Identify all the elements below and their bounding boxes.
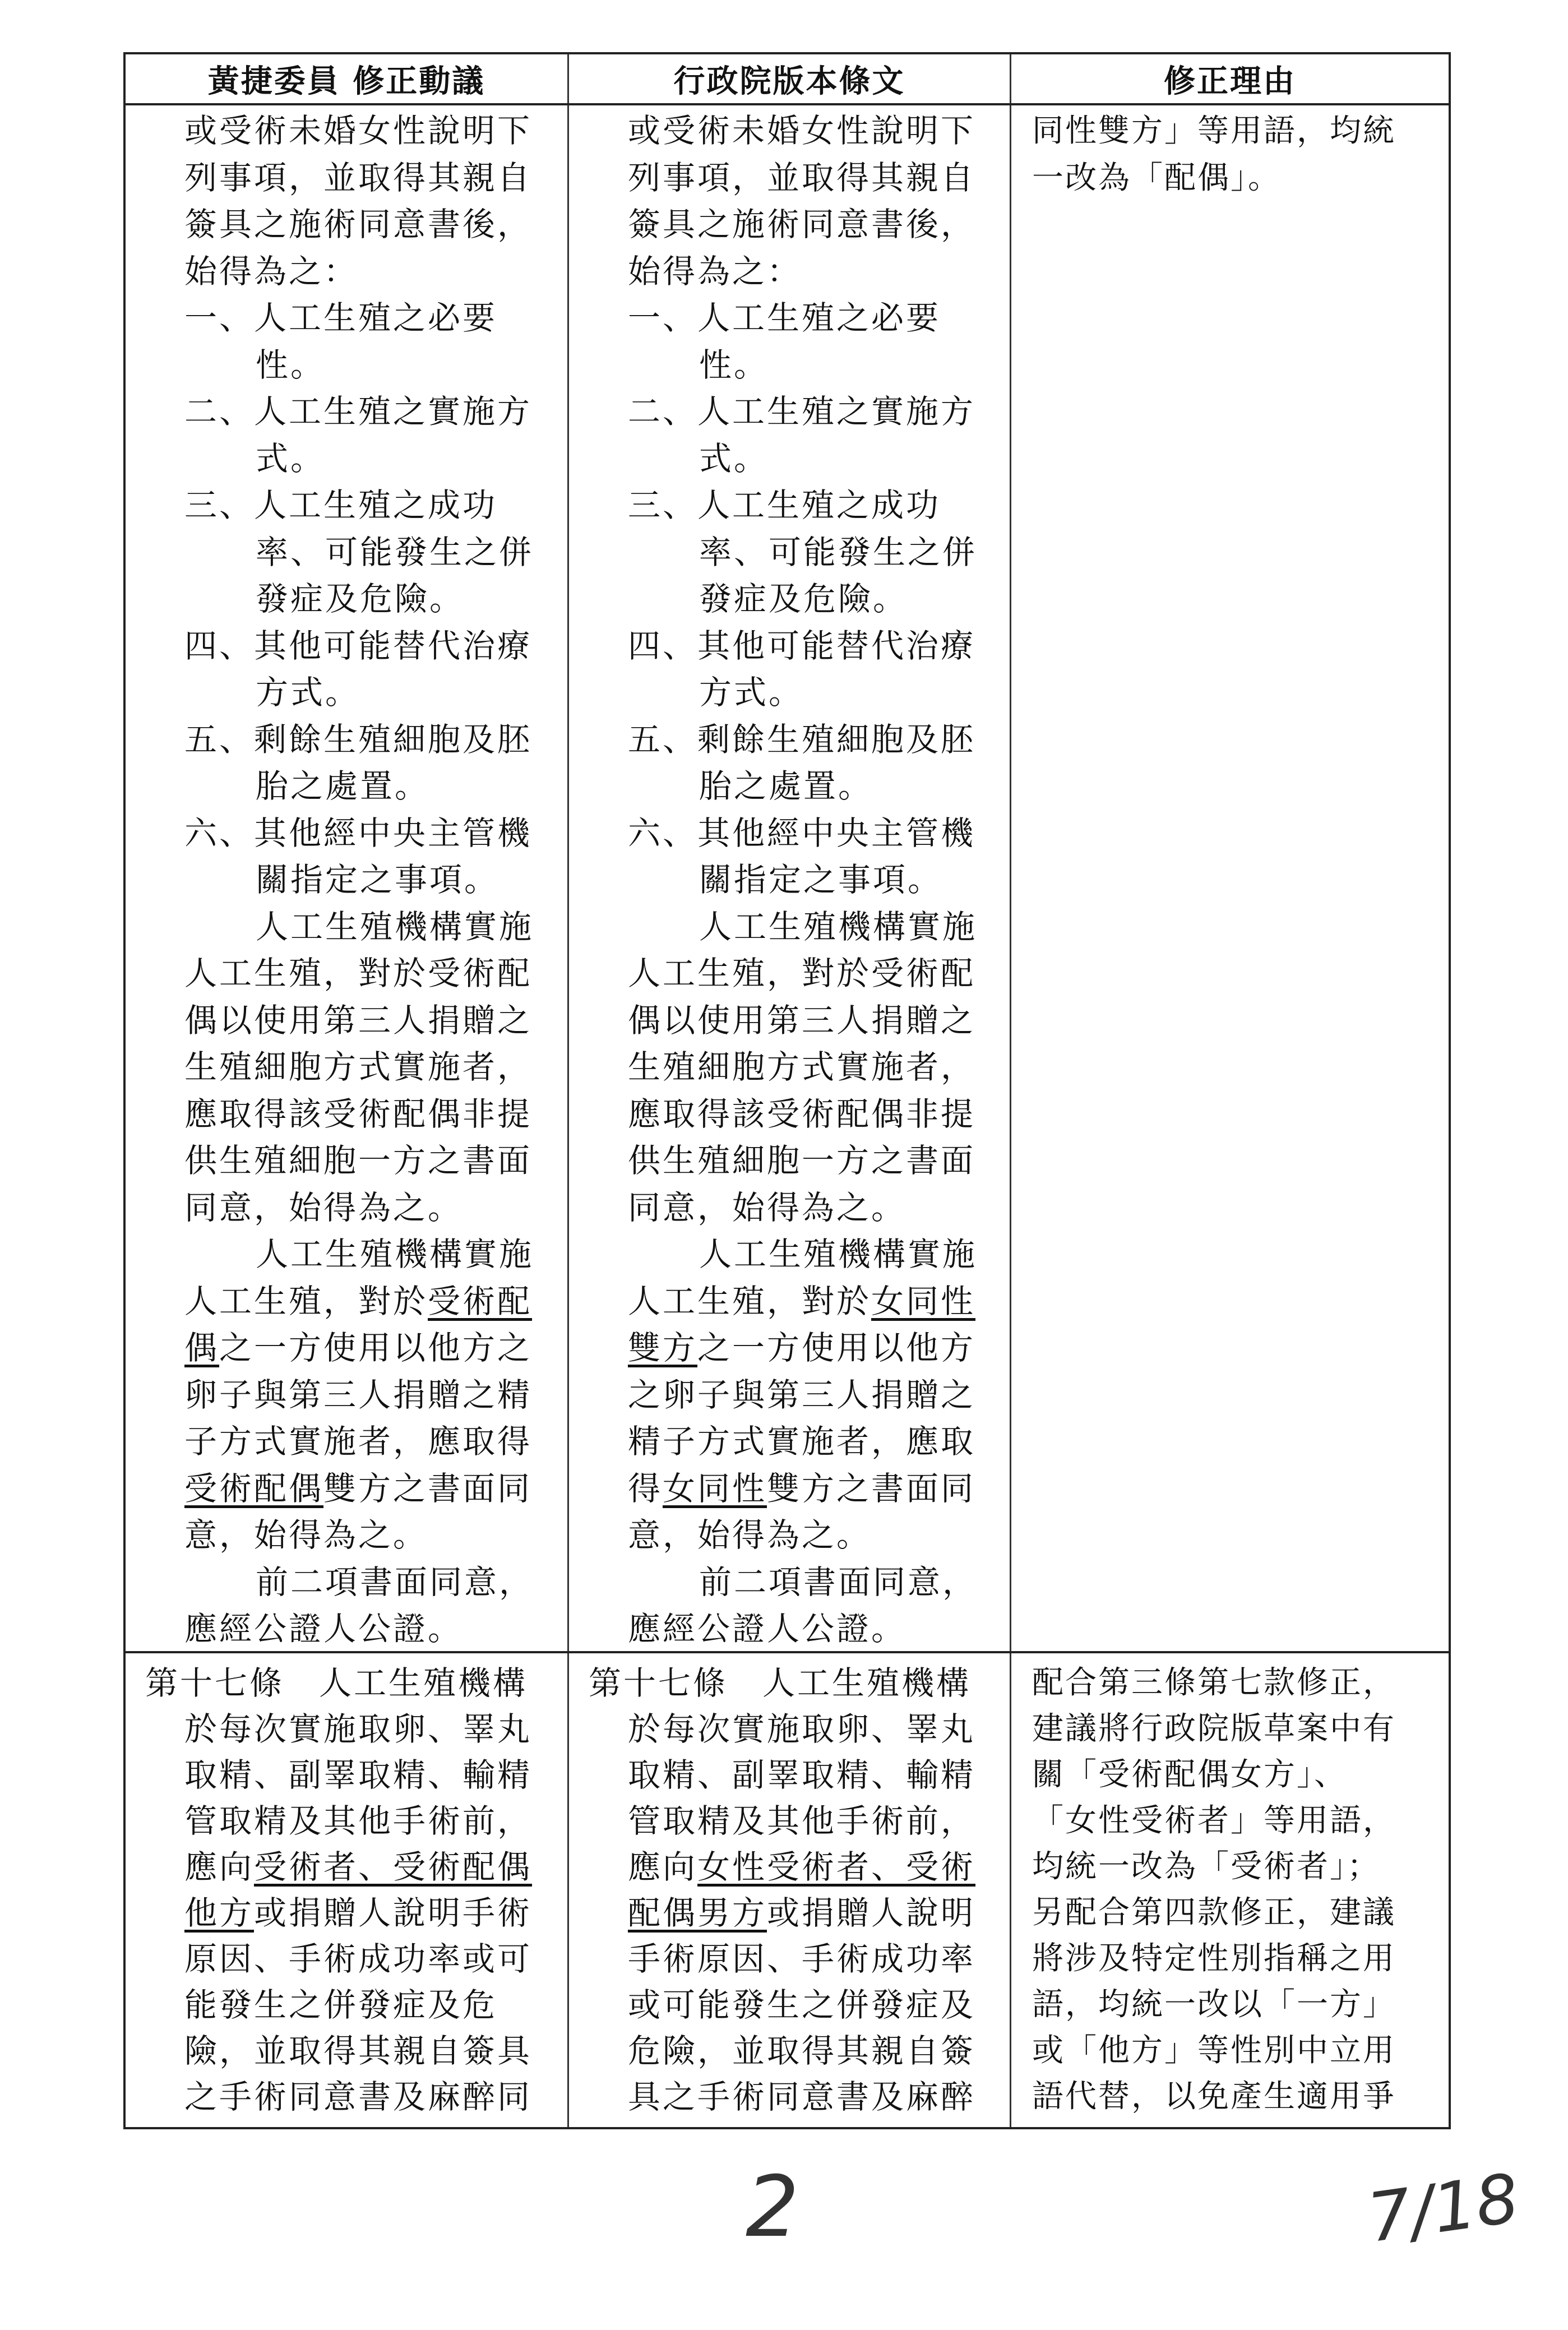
text-line: 率、可能發生之併 <box>699 533 978 571</box>
handwritten-sheet-count: 7/18 <box>1363 2159 1524 2258</box>
text-line: 一、人工生殖之必要 <box>184 299 498 337</box>
table-row <box>126 105 1449 1653</box>
text-line <box>126 1325 567 1372</box>
text-line: 供生殖細胞一方之書面 <box>628 1141 976 1180</box>
text-line: 方式。 <box>699 673 804 711</box>
text-line: 五、剩餘生殖細胞及胚 <box>628 720 976 759</box>
text-line: 之手術同意書及麻醉同 <box>184 2078 533 2116</box>
text-line: 具之手術同意書及麻醉 <box>628 2078 976 2116</box>
header-reason: 修正理由 <box>1164 62 1296 100</box>
text-line <box>569 1325 1010 1372</box>
amended-text: 受術者、受術配偶 <box>254 1848 533 1886</box>
text-line: 人工生殖機構實施 <box>256 907 534 946</box>
amended-text: 女性受術者、受術 <box>697 1848 976 1886</box>
text-line: 發症及危險。 <box>256 580 465 618</box>
text-line: 二、人工生殖之實施方 <box>184 392 533 431</box>
text-line: 人工生殖機構實施 <box>256 1235 534 1273</box>
text-segment: 之一方使用以他方 <box>697 1329 976 1367</box>
text-line: 簽具之施術同意書後， <box>628 205 976 243</box>
text-line: 二、人工生殖之實施方 <box>628 392 976 431</box>
text-line: 第十七條 人工生殖機構 <box>589 1664 972 1702</box>
text-line: 應取得該受術配偶非提 <box>628 1094 976 1133</box>
text-line: 同意，始得為之。 <box>184 1188 463 1227</box>
reason-text-cell <box>1011 1653 1449 2127</box>
text-line: 取精、副睪取精、輸精 <box>184 1756 533 1794</box>
text-segment: 雙方之書面同 <box>767 1469 976 1508</box>
text-line: 人工生殖，對於受術配 <box>184 954 533 992</box>
text-line: 危險，並取得其親自簽 <box>628 2032 976 2070</box>
text-line: 式。 <box>699 439 769 478</box>
text-line: 簽具之施術同意書後， <box>184 205 533 243</box>
text-line: 關指定之事項。 <box>699 861 943 899</box>
text-segment: 應向 <box>184 1848 255 1886</box>
text-line: 性。 <box>699 345 769 384</box>
reason-text-cell <box>1011 105 1449 1651</box>
text-line: 方式。 <box>256 673 360 711</box>
text-line: 發症及危險。 <box>699 580 908 618</box>
table-body <box>126 105 1449 2127</box>
amended-text: 受術配 <box>428 1282 533 1320</box>
text-line: 能發生之併發症及危 <box>184 1986 498 2024</box>
amended-text: 偶 <box>184 1329 220 1367</box>
text-line: 同性雙方」等用語，均統 <box>1032 113 1396 149</box>
text-line: 另配合第四款修正，建議 <box>1032 1894 1396 1931</box>
text-line: 或受術未婚女性說明下 <box>184 112 533 150</box>
text-line: 管取精及其他手術前， <box>184 1802 533 1840</box>
text-line: 精子方式實施者，應取 <box>628 1422 976 1460</box>
text-line: 意，始得為之。 <box>628 1516 872 1554</box>
text-line: 於每次實施取卵、睪丸 <box>184 1710 533 1748</box>
text-line: 前二項書面同意， <box>256 1562 534 1601</box>
text-line <box>569 1466 1010 1513</box>
text-line: 建議將行政院版草案中有 <box>1032 1710 1396 1747</box>
handwritten-page-number: 2 <box>746 2158 799 2256</box>
text-line: 四、其他可能替代治療 <box>628 626 976 665</box>
text-line: 列事項，並取得其親自 <box>184 158 533 197</box>
text-line: 一、人工生殖之必要 <box>628 299 941 337</box>
text-line: 前二項書面同意， <box>699 1562 978 1601</box>
executive-text-cell <box>569 1653 1011 2127</box>
amended-text: 他方 <box>184 1894 255 1932</box>
text-line: 應取得該受術配偶非提 <box>184 1094 533 1133</box>
text-line: 「女性受術者」等用語， <box>1032 1802 1396 1839</box>
text-line: 同意，始得為之。 <box>628 1188 906 1227</box>
text-line <box>569 1844 1010 1890</box>
text-segment: 或捐贈人說明 <box>767 1894 976 1932</box>
text-line: 三、人工生殖之成功 <box>628 486 941 524</box>
text-line: 或受術未婚女性說明下 <box>628 112 976 150</box>
text-line: 均統一改為「受術者」； <box>1032 1848 1380 1885</box>
amended-text: 女同性 <box>663 1469 767 1508</box>
text-line: 或可能發生之併發症及 <box>628 1986 976 2024</box>
text-line: 於每次實施取卵、睪丸 <box>628 1710 976 1748</box>
text-line: 險，並取得其親自簽具 <box>184 2032 533 2070</box>
text-line <box>126 1890 567 1936</box>
text-line <box>126 1466 567 1513</box>
text-segment: 之一方使用以他方之 <box>219 1329 533 1367</box>
text-line: 關「受術配偶女方」、 <box>1032 1756 1347 1793</box>
text-line: 人工生殖機構實施 <box>699 907 978 946</box>
motion-text-cell <box>126 105 569 1651</box>
text-segment: 雙方之書面同 <box>323 1469 533 1508</box>
text-line: 胎之處置。 <box>256 767 430 805</box>
text-line <box>126 1278 567 1325</box>
text-segment: 人工生殖，對於 <box>628 1282 872 1320</box>
amended-text: 雙方 <box>628 1329 698 1367</box>
text-line: 語代替，以免產生適用爭 <box>1032 2078 1396 2115</box>
text-line: 應經公證人公證。 <box>628 1610 906 1648</box>
header-executive-version: 行政院版本條文 <box>569 54 1011 103</box>
text-line: 人工生殖機構實施 <box>699 1235 978 1273</box>
text-line: 始得為之： <box>184 252 359 290</box>
text-line: 管取精及其他手術前， <box>628 1802 976 1840</box>
text-line: 六、其他經中央主管機 <box>184 813 533 852</box>
text-segment: 人工生殖，對於 <box>184 1282 428 1320</box>
amended-text: 受術配偶 <box>184 1469 324 1508</box>
text-line: 六、其他經中央主管機 <box>628 813 976 852</box>
text-segment: 得 <box>628 1469 663 1508</box>
text-line: 一改為「配偶」。 <box>1032 159 1281 196</box>
amended-text: 配偶男方 <box>628 1894 767 1932</box>
text-line: 人工生殖，對於受術配 <box>628 954 976 992</box>
text-line: 三、人工生殖之成功 <box>184 486 498 524</box>
text-line: 語，均統一改以「一方」 <box>1032 1986 1396 2023</box>
text-line <box>569 1278 1010 1325</box>
text-line: 生殖細胞方式實施者， <box>628 1048 976 1086</box>
text-line: 第十七條 人工生殖機構 <box>145 1664 528 1702</box>
text-line: 式。 <box>256 439 326 478</box>
text-line: 應經公證人公證。 <box>184 1610 463 1648</box>
text-line: 性。 <box>256 345 326 384</box>
text-line: 關指定之事項。 <box>256 861 499 899</box>
text-line: 四、其他可能替代治療 <box>184 626 533 665</box>
text-line: 取精、副睪取精、輸精 <box>628 1756 976 1794</box>
amended-text: 女同性 <box>871 1282 976 1320</box>
text-line: 生殖細胞方式實施者， <box>184 1048 533 1086</box>
table-header <box>126 54 1449 105</box>
text-line: 或「他方」等性別中立用 <box>1032 2032 1396 2069</box>
text-line: 列事項，並取得其親自 <box>628 158 976 197</box>
executive-text-cell <box>569 105 1011 1651</box>
text-line: 之卵子與第三人捐贈之 <box>628 1375 976 1414</box>
text-line: 手術原因、手術成功率 <box>628 1940 976 1978</box>
text-line: 供生殖細胞一方之書面 <box>184 1141 533 1180</box>
text-segment: 或捐贈人說明手術 <box>254 1894 533 1932</box>
text-line: 五、剩餘生殖細胞及胚 <box>184 720 533 759</box>
text-line: 配合第三條第七款修正， <box>1032 1665 1396 1701</box>
text-line <box>126 1844 567 1890</box>
text-line: 偶以使用第三人捐贈之 <box>184 1001 533 1039</box>
text-line: 率、可能發生之併 <box>256 533 534 571</box>
text-segment: 應向 <box>628 1848 698 1886</box>
motion-text-cell <box>126 1653 569 2127</box>
text-line: 原因、手術成功率或可 <box>184 1940 533 1978</box>
text-line: 胎之處置。 <box>699 767 873 805</box>
text-line: 子方式實施者，應取得 <box>184 1422 533 1460</box>
comparison-table <box>123 52 1451 2129</box>
text-line: 將涉及特定性別指稱之用 <box>1032 1940 1396 1977</box>
text-line: 意，始得為之。 <box>184 1516 428 1554</box>
text-line <box>569 1890 1010 1936</box>
text-line: 偶以使用第三人捐贈之 <box>628 1001 976 1039</box>
header-motion: 黃捷委員 修正動議 <box>126 54 569 103</box>
text-line: 始得為之： <box>628 252 802 290</box>
table-row <box>126 1653 1449 2127</box>
text-line: 卵子與第三人捐贈之精 <box>184 1375 533 1414</box>
